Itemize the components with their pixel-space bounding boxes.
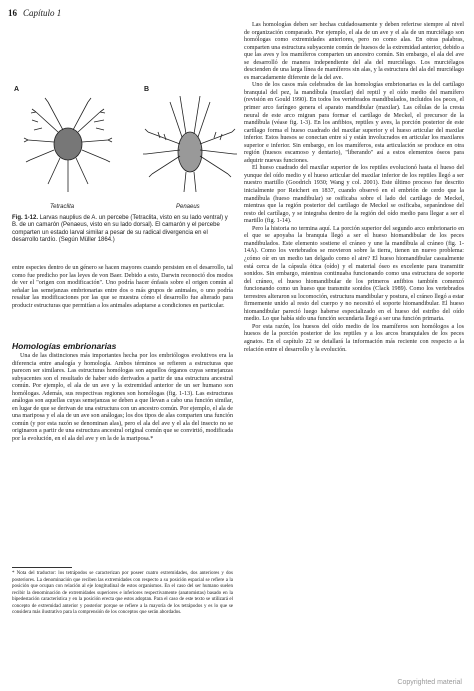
figure-caption-text: Larvas nauplius de A. un percebe (Tetraclita, visto en su lado ventral) y B. de un camarón (Penaeus, visto en su lado dorsal). El camarón y el percebe comparten un estado larval similar a pesar de su radical divergencia en el desarrollo tardío. (Según Müller 1864.) [12,215,228,244]
right-paragraph: Pero la historia no termina aquí. La porción superior del segundo arco embrionario en el que se apoyaba la branquia llegó a ser el hueso hiomandibular de los peces mandibulados. Este elemento sostiene el cráneo y une la mandíbula al cráneo (fig. 1-14A). Como los vertebrados se movieron sobre la tierra, tienen un nuevo problema: ¿cómo oír en un medio tan delgado como el aire? El hueso hiomandibular casualmente está cerca de la cápsula ótica (oído) y el material óseo es excelente para transmitir sonidos. Sin embargo, mientras continuaba funcionando como una estructura de soporte del cráneo, el hueso hiomandibular de los primeros anfibios también comenzó funcionando como un hueso que transmite sonidos (Clack 1989). Como los vertebrados terrestres alteraron su locomoción, estructura mandibular y postura, el cráneo llegó a estar firmemente unido al resto del cuerpo y no necesitó el soporte hiomandibular. El hueso hiomandibular pareció luego haberse especializado en el hueso del estribo del oído medio. Lo que había sido una función secundaria llegó a ser una función primaria. [244,225,464,323]
section-heading: Homologías embrionarias [12,341,117,351]
watermark: Copyrighted material [397,679,462,686]
figure-label-a: A [14,86,20,93]
footnote: * Nota del traductor: los tetrápodos se caracterizan por poseer cuatro extremidades, dos anteriores y dos posteriores. La denominación que reciben las extremidades con respecto a su posición espacial se refiere a la posición que ocupan con relación al eje longitudinal de estos organismos. En el caso del ser humano suelen recibir la denominación de extremidades superiores e inferiores respectivamente (anatomistas) basado en la bipedestación característica y en la posición erecta que estos adoptan. Para el caso de este texto se utilizará el concepto de extremidad anterior y posterior porque se refiere a la mayoría de los tetrápodos y es lo que se considera más ilustrativo para la comprensión de los conceptos que serán abordados. [12,571,233,615]
figure-caption [12,215,234,245]
left-column-body [12,353,233,444]
homology-paragraph: Una de las distinciones más importantes hecha por los embriólogos evolutivos era la diferencia entre analogía y homología. Ambos términos se refieren a estructuras que parecen ser similares. Las estructuras homólogas son aquellos órganos cuyas semejanzas subyacentes son el resultado de haber sido derivados a partir de una estructura ancestral común. Por ejemplo, el ala de un ave y la extremidad anterior de un ser humano son homólogas. Además, sus respectivas regiones son homólogas (fig. 1-13). Las estructuras análogas son aquellas cuyas semejanzas se deben a que llevan a cabo una función similar, en lugar de que se derivan de una estructura con un ancestro común. Por ejemplo, el ala de una mariposa y el ala de un ave son análogas; los dos tipos de alas comparten una función común (y por esta razón se denominan alas), pero el ala del ave y el ala del insecto no se originaron a partir de una estructura ancestral original común que se convirtió, modificada por la evolución, en el ala del ave y en la de la mariposa.* [12,353,233,443]
right-column [244,22,464,354]
left-column-intro [12,265,233,310]
page-number: 16 [8,8,17,18]
nauplius-tetraclita-illustration [18,92,118,202]
figure-name-a: Tetraclita [50,204,75,210]
footnote-rule [12,567,72,568]
figure-label-b: B [144,86,150,93]
nauplius-penaeus-illustration [140,92,240,202]
chapter-title: Capítulo 1 [23,8,62,18]
figure-number: Fig. 1-12. [12,215,39,221]
right-paragraph: Las homologías deben ser hechas cuidadosamente y deben referirse siempre al nivel de organización comparado. Por ejemplo, el ala de un ave y el ala de un murciélago son homólogas como extremidades anteriores, pero no como alas. En otras palabras, comparten una estructura subyacente común de huesos de la extremidad anterior, debido a que las aves y los mamíferos comparten un ancestro común. Sin embargo, el ala del ave se desarrolló de manera independiente del ala del murciélago. Los murciélagos descienden de una larga línea de mamíferos sin alas, y la estructura del ala del murciélago es marcadamente diferente de la del ave. [244,22,464,81]
right-paragraph: Uno de los casos más celebrados de las homologías embrionarias es la del cartílago branquial del pez, la mandíbula (maxilar) del reptil y el oído medio del mamífero (revisión en Gould 1990). En todos los vertebrados mandibulados, incluidos los peces, el primer arco faríngeo genera el aparato mandibular (maxilar). Las células de la cresta neural de este arco migran para formar el cartílago de Meckel, el precursor de la mandíbula (véase fig. 1-3). En los anfibios, reptiles y aves, la porción posterior de este cartílago forma el hueso cuadrado del maxilar superior y el hueso articular del maxilar inferior. Estos huesos se conectan entre sí y están involucrados en articular los maxilares superior e inferior. Sin embargo, en los mamíferos, esta articulación se produce en otra región (huesos escamoso y dentario), "liberando" así a estos elementos óseos para adquirir nuevas funciones. [244,82,464,164]
intro-paragraph: entre especies dentro de un género se hacen mayores cuando persisten en el desarrollo, tal como fue predicho por las leyes de von Baer. Debido a esto, Darwin reconoció dos modos de ver el "origen con modificación". Uno podría hacer énfasis sobre el origen común al señalar las semejanzas embrionarias entre dos o más grupos de animales, o uno podría resaltar las modificaciones por las que se muestra cómo el desarrollo fue alterado para producir estructuras que permitían a los animales adaptarse a condiciones en particular. [12,265,233,309]
right-paragraph: Por esta razón, los huesos del oído medio de los mamíferos son homólogos a los huesos de la porción posterior de los reptiles y a los arcos branquiales de los peces agnatos. En el capítulo 22 se detallará la información más reciente con respecto a la relación entre el desarrollo y la evolución. [244,323,464,353]
figure-name-b: Penaeus [176,204,200,210]
right-paragraph: El hueso cuadrado del maxilar superior de los reptiles evolucionó hasta el hueso del yunque del oído medio y el hueso articular del maxilar inferior de los reptiles llegó a ser nuestro martillo (Goodrich 1930; Wang y col. 2001). Este último proceso fue descrito inicialmente por Reichert en 1837, cuando observó en el embrión de cerdo que la mandíbula (hueso mandibular) se osificaba sobre el lado del cartílago de Meckel, mientras que la región posterior del cartílago de Meckel se osificaba, separándose del resto del cartílago, y se integraba dentro de la región del oído medio para llegar a ser el martillo (fig. 1-14). [244,165,464,225]
running-header [8,8,61,18]
